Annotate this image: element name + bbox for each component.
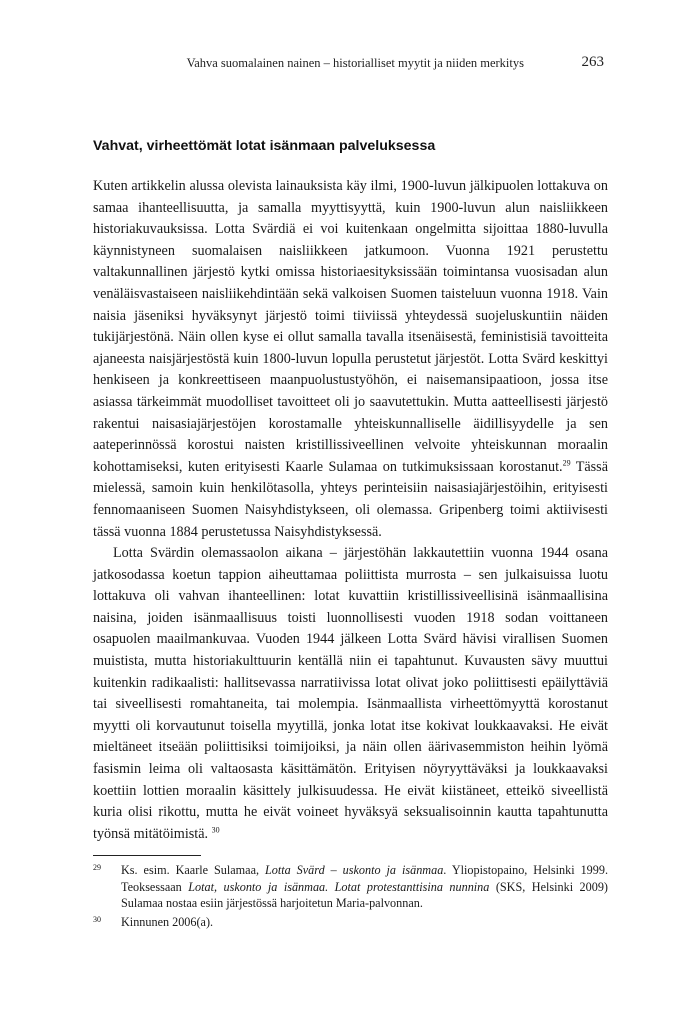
footnote-text: (SKS, Helsinki 2009) Sulamaa nostaa esiin järjestössä harjoitetun Maria-palvonnan. [121,879,608,911]
footnote-text: Ks. esim. Kaarle Sulamaa, [121,863,265,877]
paragraph-1-text-b: Tässä mielessä, samoin kuin henkilötasolla, yhteys perinteisiin naisasiajärjestöihin, erityisesti fennomaaniseen Suomen Naisyhdistykseen, oli olemassa. Gripenberg toimi aktiivisesti tässä vuonna 1884 perustetussa Naisyhdistyksessä. [93,458,608,540]
body-text [93,176,608,845]
footnote-30 [93,914,608,931]
footnote-text: Kinnunen 2006(a). [121,914,214,929]
footnote-29 [93,862,608,912]
footnote-book-title: Lotat, uskonto ja isänmaa. Lotat protestanttisina nunnina [188,879,490,894]
paragraph-1-text-a: Kuten artikkelin alussa olevista lainauksista käy ilmi, 1900-luvun jälkipuolen lottakuva on samaa ihanteellisuutta, ja samalla myyttisyyttä, kuin 1900-luvun alun naisliikkeen historiakuvauksissa. Lotta Svärdiä ei voi kuitenkaan ongelmitta sijoittaa 1880-luvulla käynnistyneen suomalaisen naisliikkeen jatkumoon. Vuonna 1921 perustettu valtakunnallinen järjestö kytki omissa historiaesityksissään toimintansa vuosisadan alun venäläisvastaiseen naisliikehdintään sekä valkoisen Suomen taisteluun vuonna 1918. Vain naisia jäseniksi hyväksynyt järjestö toimi tiiviissä yhteydessä suojeluskuntiin näiden tukijärjestönä. Näin ollen kyse ei ollut samalla tavalla itsenäisestä, feministisiä tavoitteita ajaneesta naisjärjestöstä kuin 1800-luvun lopulla perustetut järjestöt. Lotta Svärd keskittyi henkiseen ja konkreettiseen maanpuolustustyöhön, ei naisemansipaatioon, jossa itse asiassa tärkeimmät muodolliset tavoitteet oli jo saavutettukin. Mutta aatteellisesti järjestö rakentui naisasiajärjestöjen korostamalle yhteiskunnalliselle äidillisyydelle ja sen aateperinnössä korostui naisten kristillissiveellinen velvoite yhteiskunnan moraalin kohottamiseksi, kuten erityisesti Kaarle Sulamaa on tutkimuksissaan korostanut. [93,178,608,475]
running-title: Vahva suomalainen nainen – historialliset myytit ja niiden merkitys [186,56,524,70]
footnote-number: 30 [93,914,101,924]
paragraph-2-text-a: Lotta Svärdin olemassaolon aikana – järjestöhän lakkautettiin vuonna 1944 osana jatkosodassa koetun tappion aiheuttamaa poliittista murrosta – sen julkaisuissa luotu lottakuva oli vahvan ihanteellinen: lotat kuvattiin kristillissiveellisinä isänmaallisina naisina, joiden isänmaallisuus toisti luonnollisesti vuoden 1918 sodan voittaneen osapuolen maailmankuvaa. Vuoden 1944 jälkeen Lotta Svärd hävisi virallisen Suomen muistista, mutta historiakulttuurin kentällä niin ei tapahtunut. Kuvausten sävy muuttui kuitenkin radikaalisti: hallitsevassa narratiivissa lotat olivat joko poliittisesti epäilyttäviä tai siveellisesti romahtaneita, tai molempia. Isänmaallista virheettömyyttä korostanut myytti oli korvautunut toisella myytillä, jonka lotat itse kokivat loukkaavaksi. He eivät mieltäneet itseään poliittisiksi toimijoiksi, ja näin ollen äärivasemmiston heihin lyömä fasismin leima oli valtaosasta käsittämätön. Erityisen nöyryyttäväksi ja loukkaavaksi koettiin lottien moraalin käsittely julkisuudessa. He eivät kiistäneet, etteikö siveellistä kuria olisi rikottu, mutta he eivät voineet hyväksyä seksualisoinnin kautta tapahtunutta työnsä mitätöimistä. [93,545,608,842]
footnotes [93,862,608,932]
footnote-book-title: Lotta Svärd – uskonto ja isänmaa [264,863,444,877]
running-header [0,56,604,74]
footnote-number: 29 [93,863,101,872]
section-heading: Vahvat, virheettömät lotat isänmaan palveluksessa [93,138,436,154]
footnote-divider [93,855,201,856]
page-number: 263 [581,54,604,70]
paragraph-2 [93,543,608,845]
footnote-ref-30[interactable]: 30 [211,825,220,835]
footnote-text: . Yliopistopaino, Helsinki 1999. Teoksessaan [121,863,608,894]
footnote-ref-29[interactable]: 29 [562,457,571,467]
paragraph-1 [93,176,608,543]
